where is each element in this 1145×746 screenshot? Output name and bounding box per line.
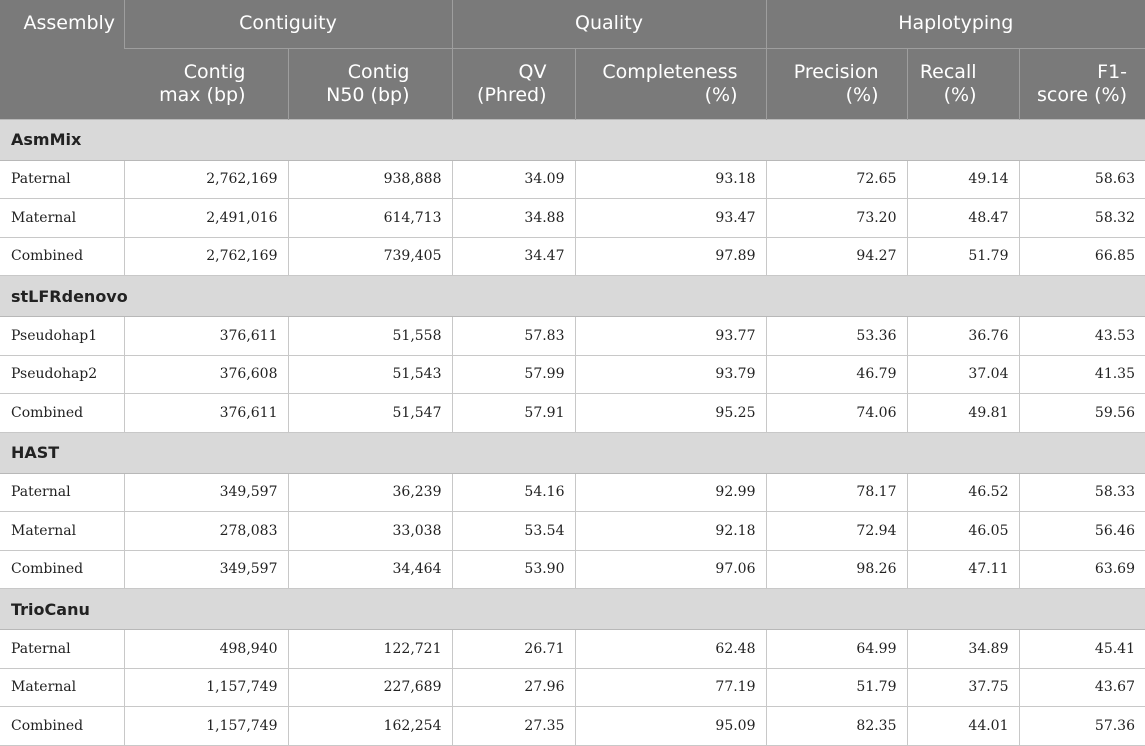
completeness-cell: 95.09: [575, 707, 766, 746]
contig-max-cell: 349,597: [124, 550, 288, 589]
section-row: [0, 276, 1145, 317]
contig-n50-cell: 34,464: [288, 550, 452, 589]
table-header: [0, 0, 1145, 119]
completeness-cell: 77.19: [575, 668, 766, 707]
column-header-line: (%): [704, 83, 738, 106]
column-header-line: Contig: [183, 60, 246, 83]
contig-n50-cell: 739,405: [288, 237, 452, 276]
recall-cell: 51.79: [907, 237, 1019, 276]
precision-cell: 72.94: [766, 512, 907, 551]
precision-cell: 82.35: [766, 707, 907, 746]
section-label: stLFRdenovo: [0, 276, 1145, 317]
contig-max-cell: 376,611: [124, 317, 288, 356]
contig-n50-cell: 227,689: [288, 668, 452, 707]
section-label: AsmMix: [0, 119, 1145, 160]
section-label: TrioCanu: [0, 589, 1145, 630]
precision-cell: 73.20: [766, 199, 907, 238]
column-header-line: Completeness: [602, 60, 738, 83]
column-header-precision: [766, 48, 907, 119]
contig-max-cell: 376,608: [124, 355, 288, 394]
column-header-line: score (%): [1037, 83, 1128, 106]
assembly-name-cell: Combined: [0, 394, 124, 433]
completeness-cell: 93.77: [575, 317, 766, 356]
completeness-cell: 62.48: [575, 630, 766, 669]
contig-n50-cell: 51,558: [288, 317, 452, 356]
group-header-quality: Quality: [452, 0, 766, 48]
section-label: HAST: [0, 432, 1145, 473]
completeness-cell: 93.18: [575, 160, 766, 199]
qv-cell: 34.88: [452, 199, 575, 238]
qv-cell: 53.90: [452, 550, 575, 589]
assembly-name-cell: Maternal: [0, 199, 124, 238]
f1-score-cell: 57.36: [1019, 707, 1145, 746]
qv-cell: 27.96: [452, 668, 575, 707]
assembly-name-cell: Paternal: [0, 473, 124, 512]
qv-cell: 57.83: [452, 317, 575, 356]
recall-cell: 44.01: [907, 707, 1019, 746]
recall-cell: 46.52: [907, 473, 1019, 512]
recall-cell: 49.81: [907, 394, 1019, 433]
contig-max-cell: 1,157,749: [124, 668, 288, 707]
precision-cell: 74.06: [766, 394, 907, 433]
contig-n50-cell: 614,713: [288, 199, 452, 238]
completeness-cell: 93.47: [575, 199, 766, 238]
contig-max-cell: 2,762,169: [124, 237, 288, 276]
table-body: [0, 119, 1145, 745]
column-header-line: (%): [845, 83, 879, 106]
column-header-contig-n50: [288, 48, 452, 119]
f1-score-cell: 58.32: [1019, 199, 1145, 238]
column-header-line: N50 (bp): [326, 83, 410, 106]
f1-score-cell: 56.46: [1019, 512, 1145, 551]
contig-max-cell: 498,940: [124, 630, 288, 669]
precision-cell: 94.27: [766, 237, 907, 276]
recall-cell: 47.11: [907, 550, 1019, 589]
column-header-recall: [907, 48, 1019, 119]
assembly-column-header: Assembly: [0, 0, 124, 119]
f1-score-cell: 41.35: [1019, 355, 1145, 394]
assembly-name-cell: Combined: [0, 237, 124, 276]
contig-n50-cell: 51,543: [288, 355, 452, 394]
recall-cell: 37.04: [907, 355, 1019, 394]
qv-cell: 54.16: [452, 473, 575, 512]
contig-n50-cell: 33,038: [288, 512, 452, 551]
table-row: [0, 550, 1145, 589]
group-header-haplotyping: Haplotyping: [766, 0, 1145, 48]
recall-cell: 46.05: [907, 512, 1019, 551]
contig-max-cell: 1,157,749: [124, 707, 288, 746]
table-row: [0, 317, 1145, 356]
column-header-line: Contig: [347, 60, 410, 83]
column-header-line: max (bp): [159, 83, 246, 106]
section-row: [0, 432, 1145, 473]
qv-cell: 27.35: [452, 707, 575, 746]
f1-score-cell: 43.53: [1019, 317, 1145, 356]
completeness-cell: 95.25: [575, 394, 766, 433]
column-header-qv: [452, 48, 575, 119]
recall-cell: 37.75: [907, 668, 1019, 707]
table-row: [0, 707, 1145, 746]
assembly-name-cell: Combined: [0, 707, 124, 746]
column-header-line: (Phred): [477, 83, 547, 106]
completeness-cell: 92.99: [575, 473, 766, 512]
table-row: [0, 630, 1145, 669]
column-header-completeness: [575, 48, 766, 119]
column-header-line: F1-: [1097, 60, 1128, 83]
column-header-line: QV: [518, 60, 547, 83]
contig-n50-cell: 36,239: [288, 473, 452, 512]
table-row: [0, 355, 1145, 394]
f1-score-cell: 45.41: [1019, 630, 1145, 669]
table-row: [0, 199, 1145, 238]
column-header-line: Recall: [919, 60, 977, 83]
precision-cell: 78.17: [766, 473, 907, 512]
f1-score-cell: 43.67: [1019, 668, 1145, 707]
column-header-f1-score: [1019, 48, 1145, 119]
assembly-name-cell: Maternal: [0, 512, 124, 551]
qv-cell: 57.99: [452, 355, 575, 394]
assembly-name-cell: Combined: [0, 550, 124, 589]
f1-score-cell: 66.85: [1019, 237, 1145, 276]
recall-cell: 34.89: [907, 630, 1019, 669]
qv-cell: 26.71: [452, 630, 575, 669]
assembly-name-cell: Paternal: [0, 630, 124, 669]
contig-max-cell: 376,611: [124, 394, 288, 433]
section-row: [0, 119, 1145, 160]
contig-max-cell: 278,083: [124, 512, 288, 551]
precision-cell: 98.26: [766, 550, 907, 589]
table-row: [0, 668, 1145, 707]
precision-cell: 64.99: [766, 630, 907, 669]
table-row: [0, 237, 1145, 276]
contig-max-cell: 349,597: [124, 473, 288, 512]
completeness-cell: 92.18: [575, 512, 766, 551]
table-row: [0, 473, 1145, 512]
precision-cell: 53.36: [766, 317, 907, 356]
recall-cell: 49.14: [907, 160, 1019, 199]
table-row: [0, 160, 1145, 199]
precision-cell: 46.79: [766, 355, 907, 394]
table-row: [0, 512, 1145, 551]
assembly-name-cell: Maternal: [0, 668, 124, 707]
precision-cell: 72.65: [766, 160, 907, 199]
contig-max-cell: 2,491,016: [124, 199, 288, 238]
contig-max-cell: 2,762,169: [124, 160, 288, 199]
column-header-line: (%): [943, 83, 977, 106]
column-header-line: Precision: [793, 60, 879, 83]
table-row: [0, 394, 1145, 433]
completeness-cell: 93.79: [575, 355, 766, 394]
section-row: [0, 589, 1145, 630]
group-header-contiguity: Contiguity: [124, 0, 452, 48]
completeness-cell: 97.89: [575, 237, 766, 276]
recall-cell: 48.47: [907, 199, 1019, 238]
f1-score-cell: 63.69: [1019, 550, 1145, 589]
qv-cell: 34.09: [452, 160, 575, 199]
qv-cell: 34.47: [452, 237, 575, 276]
column-header-contig-max: [124, 48, 288, 119]
assembly-name-cell: Pseudohap2: [0, 355, 124, 394]
qv-cell: 53.54: [452, 512, 575, 551]
assembly-name-cell: Paternal: [0, 160, 124, 199]
contig-n50-cell: 122,721: [288, 630, 452, 669]
recall-cell: 36.76: [907, 317, 1019, 356]
f1-score-cell: 58.33: [1019, 473, 1145, 512]
contig-n50-cell: 938,888: [288, 160, 452, 199]
contig-n50-cell: 162,254: [288, 707, 452, 746]
precision-cell: 51.79: [766, 668, 907, 707]
f1-score-cell: 58.63: [1019, 160, 1145, 199]
qv-cell: 57.91: [452, 394, 575, 433]
assembly-name-cell: Pseudohap1: [0, 317, 124, 356]
contig-n50-cell: 51,547: [288, 394, 452, 433]
completeness-cell: 97.06: [575, 550, 766, 589]
f1-score-cell: 59.56: [1019, 394, 1145, 433]
